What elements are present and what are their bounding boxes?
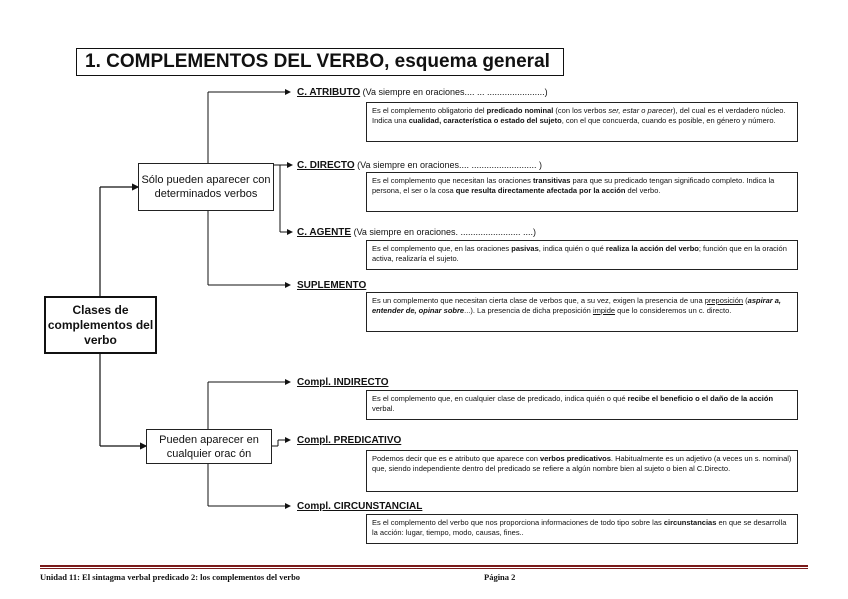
heading-note: (Va siempre en oraciones.... .......................... ): [357, 160, 543, 170]
desc-text-segment: Podemos decir que es e atributo que aparece con: [372, 454, 541, 463]
desc-text-segment: ser, estar o parecer: [608, 106, 673, 115]
desc-text-segment: . Habitualmente es un adjetivo (a veces un s. nominal) que, siendo independiente dentro del predicado se refiere a algún nombre bien al sujeto o bien al C.Directo.: [372, 454, 792, 473]
heading-suplemento: [297, 279, 366, 292]
heading-name: C. AGENTE: [297, 227, 352, 238]
desc-text-segment: preposición: [704, 296, 744, 305]
desc-agente: [366, 240, 798, 270]
desc-text-segment: predicado nominal: [486, 106, 554, 115]
desc-text-segment: impide: [592, 305, 616, 315]
desc-text-segment: ...). La presencia de dicha preposición: [464, 305, 593, 315]
heading-indirecto: [297, 376, 388, 389]
desc-text-segment: Es un complemento que necesitan cierta clase de verbos que, a su vez, exigen la presencia de una: [372, 296, 705, 305]
desc-suplemento: [366, 292, 798, 332]
desc-directo: [366, 172, 798, 212]
heading-agente: [297, 226, 536, 239]
desc-text-segment: para que su predicado tengan significado completo. Indica la persona, el ser o la cosa: [372, 176, 775, 195]
heading-name: SUPLEMENTO: [297, 280, 367, 291]
desc-indirecto: [366, 390, 798, 420]
heading-note: (Va siempre en oraciones. ........................ ....): [353, 227, 536, 237]
desc-text-segment: cualidad, característica o estado del sujeto: [408, 115, 562, 125]
desc-text-segment: (con los verbos: [553, 106, 609, 115]
desc-atributo: [366, 102, 798, 142]
desc-circunstancial: [366, 514, 798, 544]
desc-text-segment: Es el complemento que, en las oraciones: [372, 244, 512, 253]
root-node-label: Clases de complementos del verbo: [47, 302, 154, 347]
heading-atributo: [297, 86, 548, 99]
desc-text-segment: verbal.: [372, 403, 395, 413]
group-node-label: Pueden aparecer en cualquier orac ón: [159, 433, 259, 460]
heading-directo: [297, 159, 542, 172]
heading-predicativo: [297, 434, 401, 447]
footer-unit-title: Unidad 11: El sintagma verbal predicado 2: los complementos del verbo: [40, 572, 301, 582]
desc-text-segment: aspirar a, entender de, opinar sobre: [372, 296, 782, 315]
desc-text-segment: (: [743, 296, 748, 305]
desc-text-segment: transitivas: [532, 176, 571, 185]
root-node: [44, 296, 157, 354]
desc-text-segment: circunstancias: [663, 518, 717, 527]
page-title: 1. COMPLEMENTOS DEL VERBO, esquema general: [76, 48, 564, 76]
desc-text-segment: Es el complemento obligatorio del: [372, 106, 487, 115]
desc-text-segment: , con el que concuerda, cuando es posible, en género y número.: [561, 115, 776, 125]
desc-text-segment: pasivas: [511, 244, 539, 253]
heading-name: Compl. CIRCUNSTANCIAL: [297, 501, 423, 512]
desc-text-segment: ; función que en la oración activa, realizaría el sujeto.: [372, 244, 787, 263]
footer-page-number: Página 2: [484, 572, 516, 582]
desc-text-segment: , indica quién o qué: [538, 244, 606, 253]
heading-name: Compl. INDIRECTO: [297, 377, 389, 388]
group-node-restricted: [138, 163, 274, 211]
group-node-any: [146, 429, 272, 464]
footer-rule: [40, 565, 808, 567]
heading-name: C. ATRIBUTO: [297, 87, 361, 98]
desc-text-segment: verbos predicativos: [540, 454, 611, 463]
desc-text-segment: ), del cual es el verdadero núcleo. Indica una: [372, 106, 786, 125]
desc-text-segment: Es el complemento que, en cualquier clase de predicado, indica quién o qué: [372, 394, 628, 403]
desc-text-segment: Es el complemento que necesitan las oraciones: [372, 176, 533, 185]
desc-text-segment: en que se desarrolla la acción: lugar, tiempo, modo, causas, fines..: [372, 518, 787, 537]
group-node-label: Sólo pueden aparecer con determinados verbos: [141, 174, 271, 200]
desc-text-segment: realiza la acción del verbo: [605, 244, 699, 253]
heading-circunstancial: [297, 500, 422, 513]
heading-name: Compl. PREDICATIVO: [297, 435, 402, 446]
desc-text-segment: que resulta directamente afectada por la acción: [455, 185, 626, 195]
desc-text-segment: del verbo.: [625, 185, 661, 195]
heading-note: (Va siempre en oraciones.... ... .......................): [362, 87, 548, 97]
desc-predicativo: [366, 450, 798, 492]
desc-text-segment: recibe el beneficio o el daño de la acción: [627, 394, 774, 403]
footer-rule-thin: [40, 568, 808, 569]
desc-text-segment: que lo consideremos un c. directo.: [615, 305, 732, 315]
heading-name: C. DIRECTO: [297, 160, 355, 171]
desc-text-segment: Es el complemento del verbo que nos proporciona informaciones de todo tipo sobre las: [372, 518, 664, 527]
